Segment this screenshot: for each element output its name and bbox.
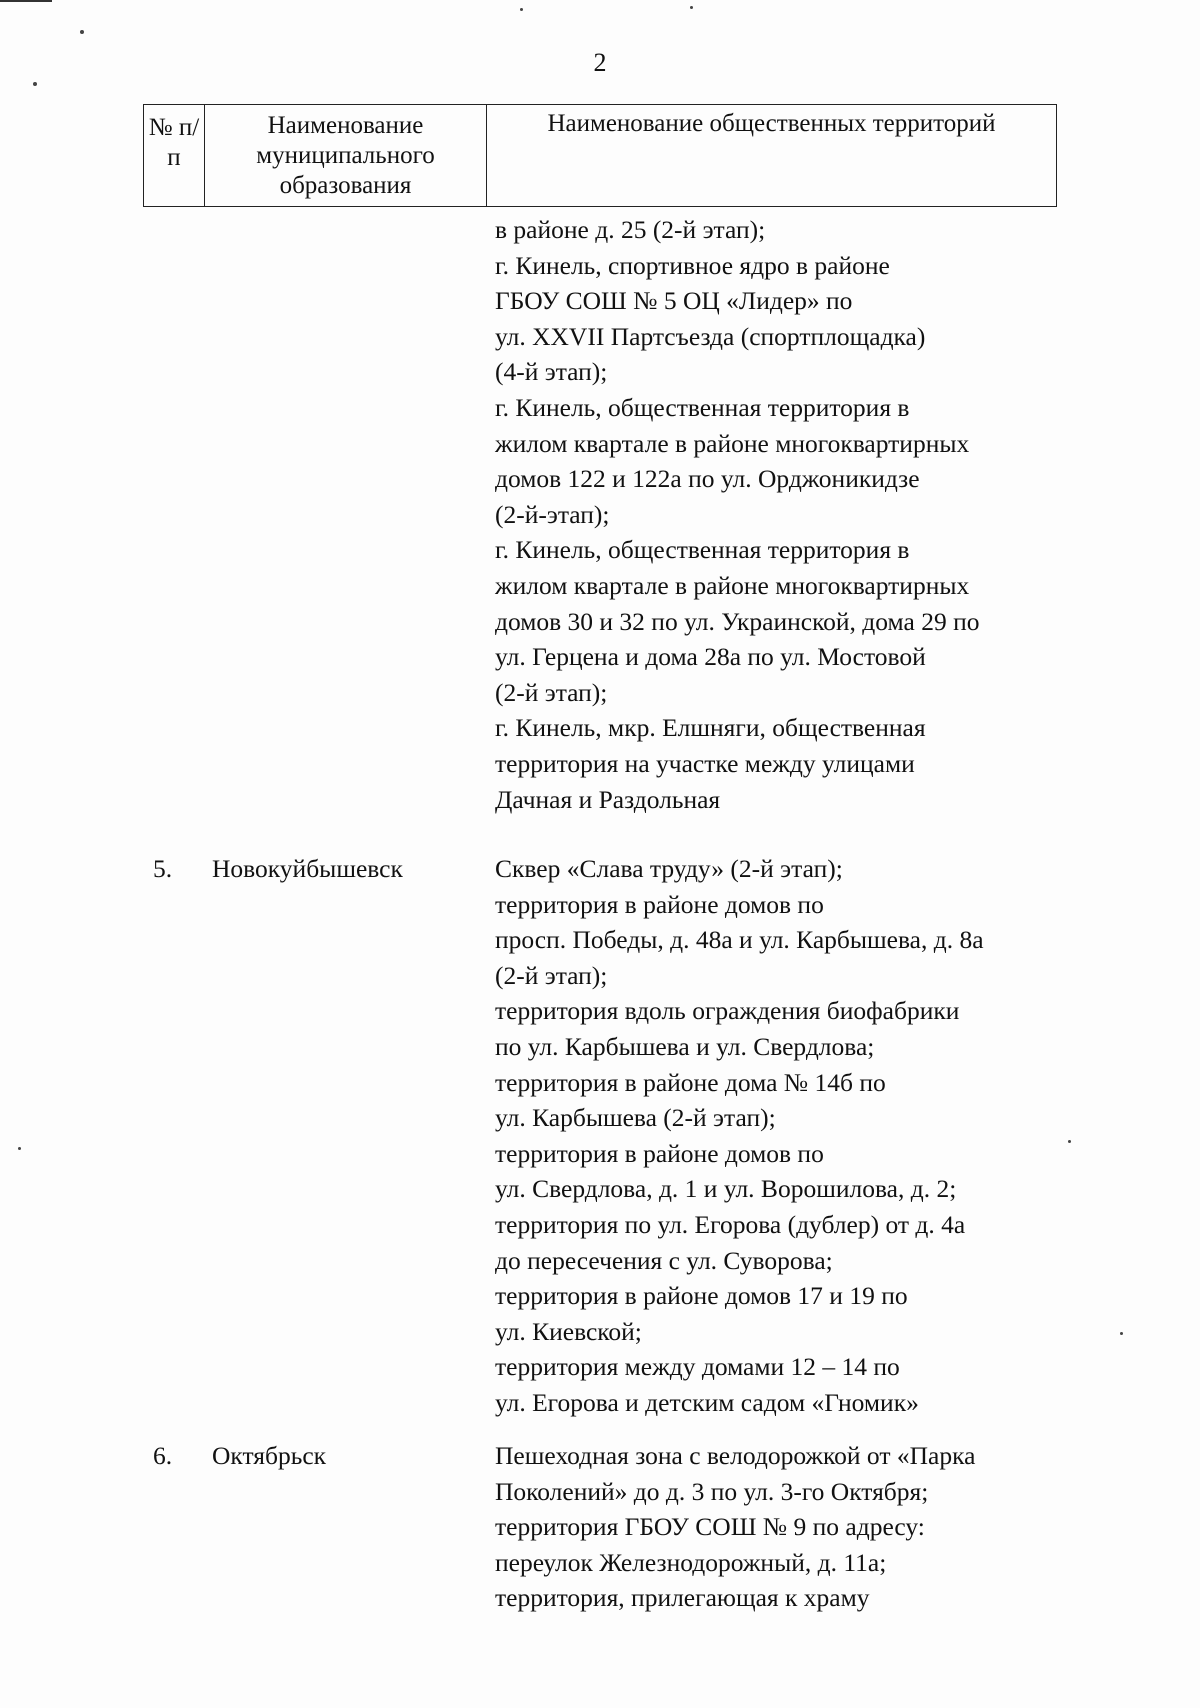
- territory-line: г. Кинель, общественная территория в: [495, 535, 910, 565]
- row-number: 6.: [153, 1441, 173, 1470]
- territory-line: территория по ул. Егорова (дублер) от д. 4а: [495, 1210, 966, 1239]
- territory-line: Сквер «Слава труду» (2-й этап);: [495, 854, 843, 883]
- scan-speck: [1068, 1140, 1071, 1143]
- territory-line: территория ГБОУ СОШ № 9 по адресу:: [495, 1512, 925, 1542]
- territory-line: ул. Егорова и детским садом «Гномик»: [495, 1388, 919, 1417]
- header-col-territory: Наименование общественных территорий: [486, 105, 1056, 206]
- territory-line: территория в районе дома № 14б по: [495, 1067, 886, 1097]
- territory-line: Дачная и Раздольная: [495, 784, 721, 814]
- scan-speck: [690, 6, 693, 9]
- territory-line: г. Кинель, мкр. Елшняги, общественная: [495, 713, 926, 743]
- row-number: 5.: [153, 854, 173, 883]
- territory-line: до пересечения с ул. Суворова;: [495, 1245, 833, 1275]
- scan-speck: [33, 82, 37, 86]
- scan-speck: [520, 8, 523, 11]
- territory-line: территория в районе домов по: [495, 889, 824, 919]
- territory-line: территория, прилегающая к храму: [495, 1583, 870, 1613]
- territory-line: переулок Железнодорожный, д. 11а;: [495, 1547, 887, 1577]
- territory-line: в районе д. 25 (2-й этап);: [495, 215, 766, 244]
- territory-line: Поколений» до д. 3 по ул. 3-го Октября;: [495, 1476, 929, 1506]
- municipality-name: Октябрьск: [212, 1441, 327, 1470]
- territory-line: домов 122 и 122а по ул. Орджоникидзе: [495, 464, 920, 494]
- territory-line: (2-й этап);: [495, 677, 608, 707]
- territory-line: Пешеходная зона с велодорожкой от «Парка: [495, 1441, 976, 1470]
- table-header: [143, 104, 1057, 207]
- scan-speck: [1120, 1332, 1123, 1335]
- header-col-number: № п/п: [148, 114, 200, 171]
- territory-line: (2-й-этап);: [495, 499, 610, 529]
- scan-speck: [80, 30, 84, 34]
- territory-line: жилом квартале в районе многоквартирных: [495, 571, 970, 600]
- municipality-name: Новокуйбышевск: [212, 854, 403, 883]
- territory-line: (4-й этап);: [495, 357, 608, 387]
- territory-line: ул. Киевской;: [495, 1316, 642, 1346]
- territory-line: жилом квартале в районе многоквартирных: [495, 428, 970, 458]
- territory-line: территория в районе домов по: [495, 1138, 824, 1168]
- territory-line: г. Кинель, спортивное ядро в районе: [495, 250, 890, 280]
- header-col-municipality: Наименование муниципального образования: [204, 105, 486, 206]
- territory-line: территория в районе домов 17 и 19 по: [495, 1281, 908, 1311]
- territory-line: г. Кинель, общественная территория в: [495, 393, 910, 422]
- territory-line: домов 30 и 32 по ул. Украинской, дома 29 по: [495, 606, 980, 636]
- territory-line: по ул. Карбышева и ул. Свердлова;: [495, 1032, 875, 1061]
- territory-line: территория вдоль ограждения биофабрики: [495, 996, 960, 1026]
- territory-line: ул. Карбышева (2-й этап);: [495, 1103, 776, 1133]
- territory-line: территория между домами 12 – 14 по: [495, 1352, 900, 1382]
- territory-line: ул. XXVII Партсъезда (спортплощадка): [495, 321, 926, 351]
- page-number: 2: [593, 48, 607, 77]
- territory-line: ул. Герцена и дома 28а по ул. Мостовой: [495, 642, 926, 672]
- scan-speck: [18, 1147, 21, 1150]
- scan-edge-mark: [0, 0, 52, 2]
- territory-line: территория на участке между улицами: [495, 749, 915, 778]
- territory-line: ул. Свердлова, д. 1 и ул. Ворошилова, д. 2;: [495, 1174, 957, 1204]
- territory-line: просп. Победы, д. 48а и ул. Карбышева, д. 8а: [495, 925, 984, 955]
- territory-line: ГБОУ СОШ № 5 ОЦ «Лидер» по: [495, 286, 853, 316]
- territory-line: (2-й этап);: [495, 960, 608, 990]
